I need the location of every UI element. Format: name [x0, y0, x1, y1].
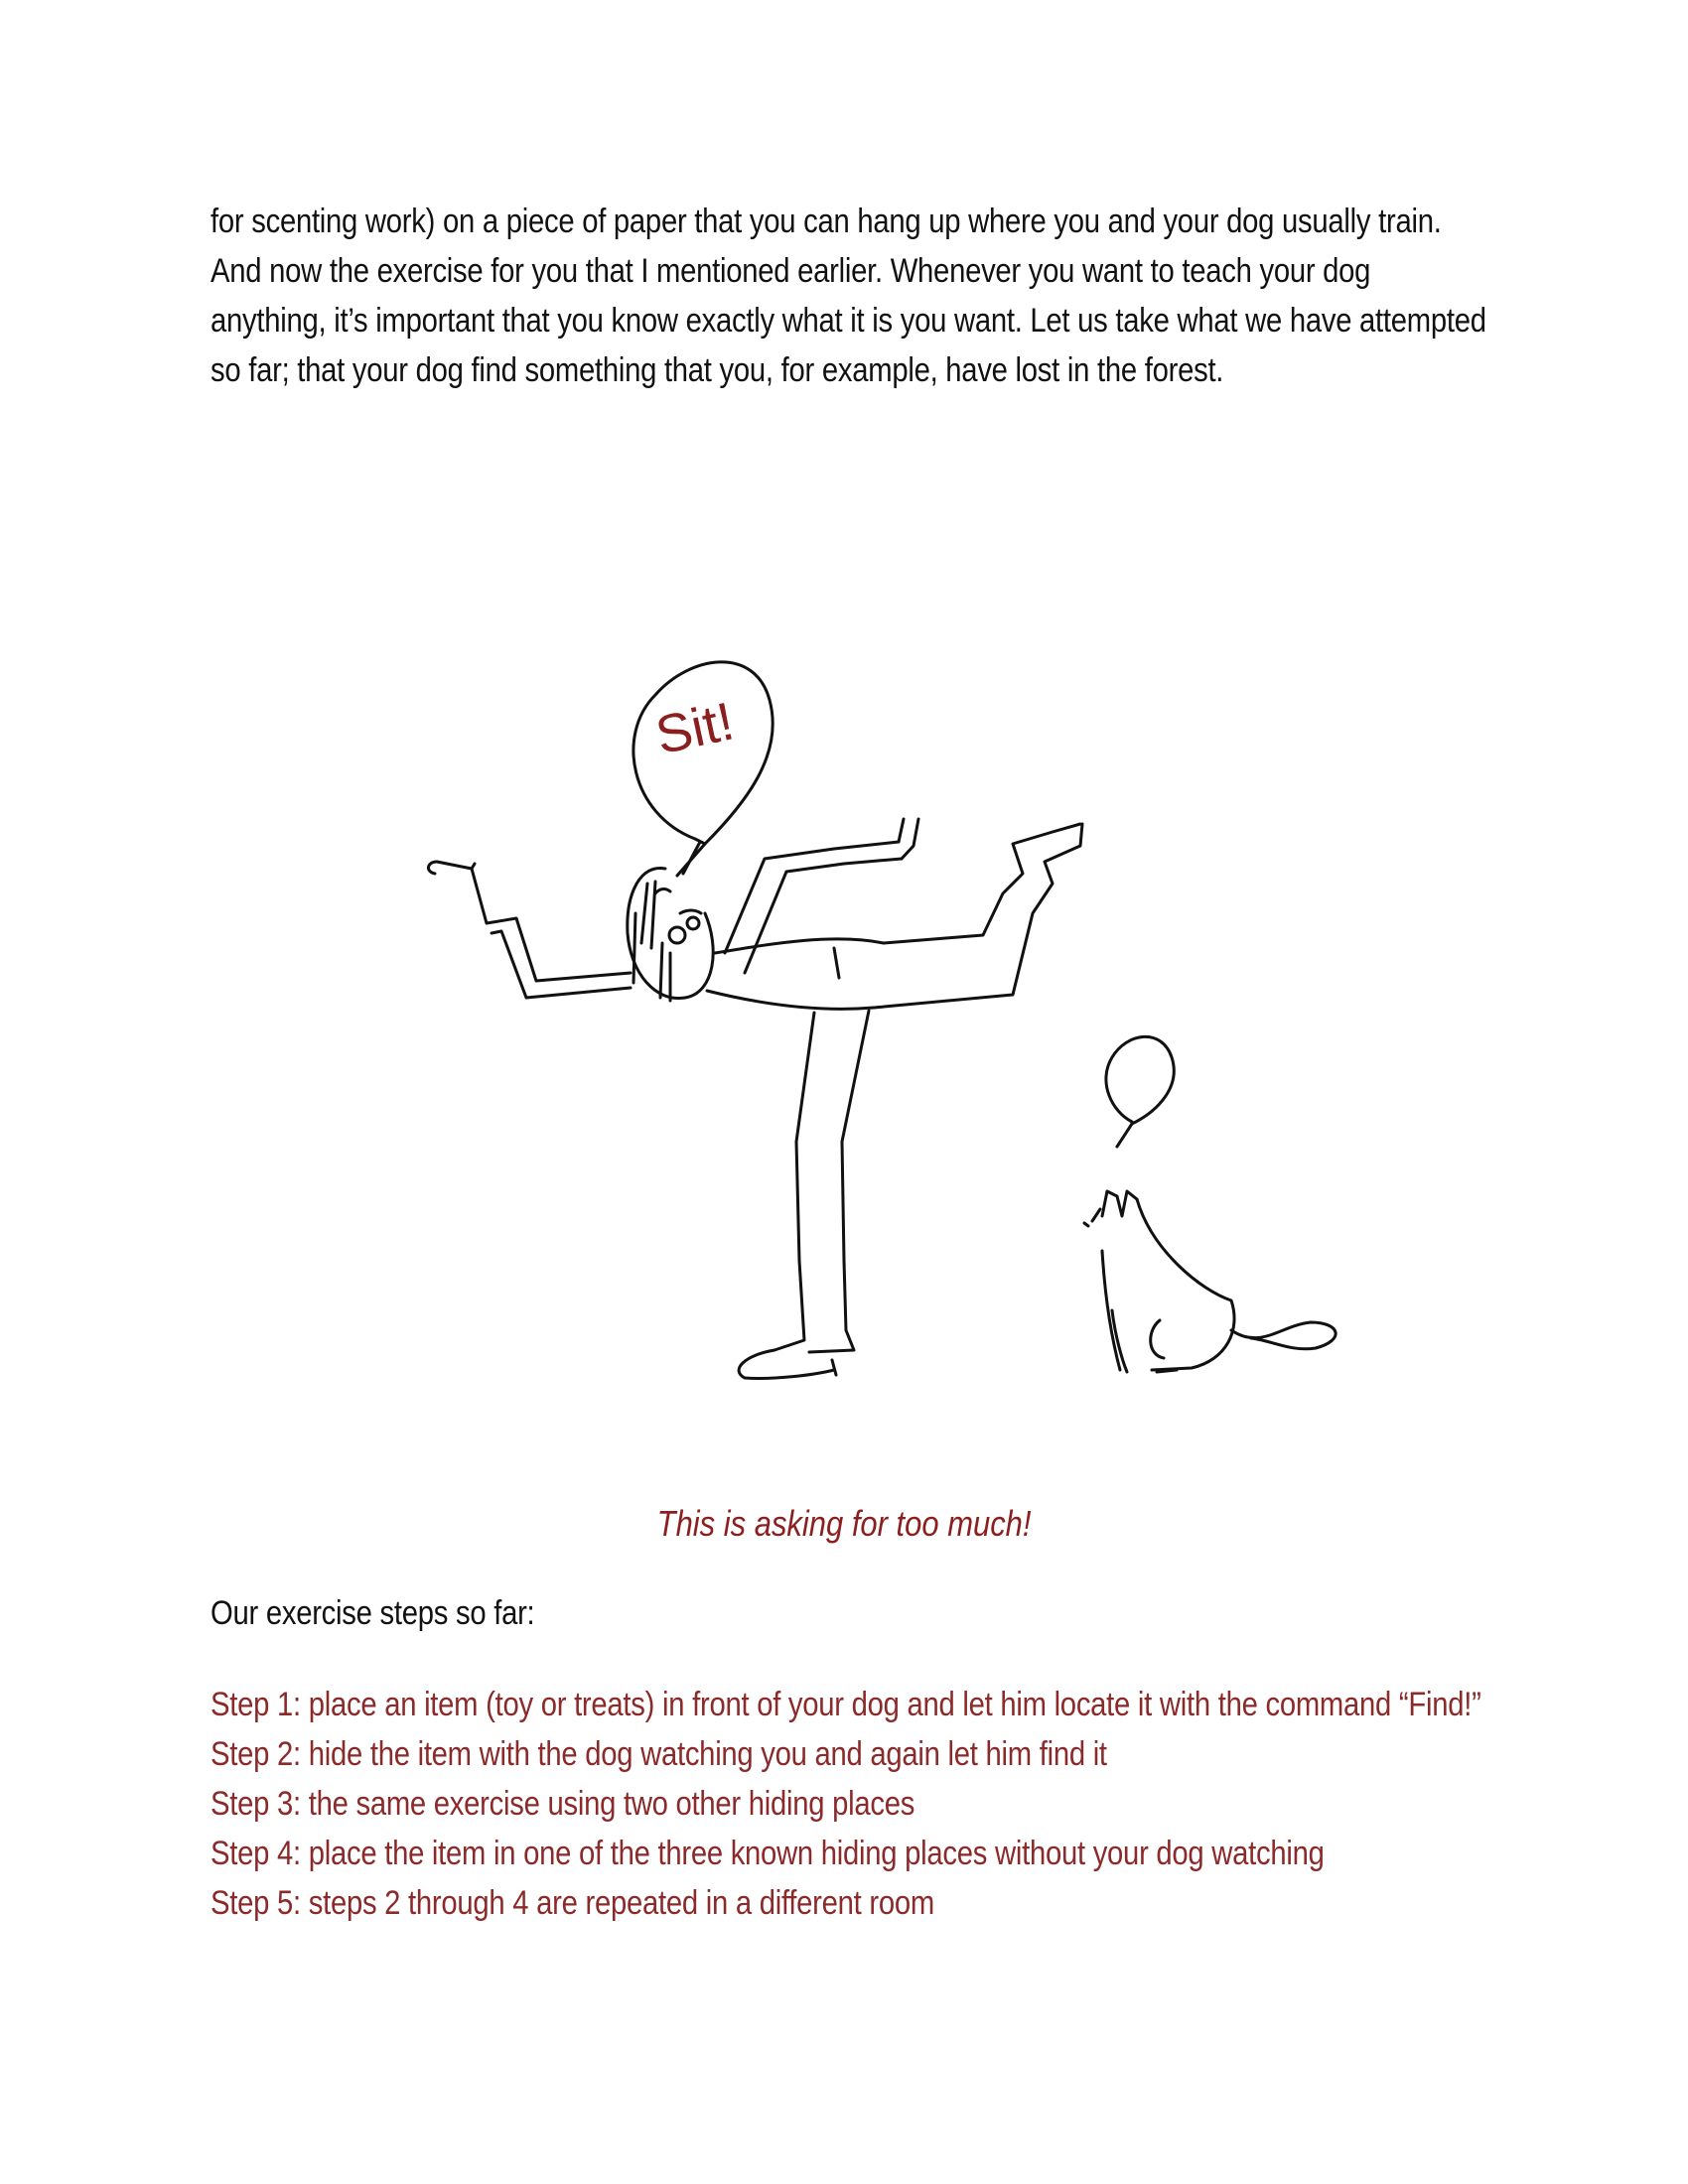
step-item: Step 2: hide the item with the dog watching you and again let him find it [211, 1735, 1107, 1773]
speech-text: Sit! [650, 691, 740, 766]
trainer-figure [428, 819, 1082, 1378]
speech-balloon [633, 662, 773, 876]
step-item: Step 1: place an item (toy or treats) in front of your dog and let him locate it with the command “Find!” [211, 1686, 1481, 1723]
steps-heading-text: Our exercise steps so far: [211, 1594, 535, 1632]
illustration-caption [0, 1499, 1688, 1549]
step-item: Step 3: the same exercise using two other hiding places [211, 1785, 915, 1823]
intro-text [211, 197, 1491, 395]
intro-paragraph-1: for scenting work) on a piece of paper that you can hang up where you and your dog usually train. [211, 203, 1442, 240]
caption-text: This is asking for too much! [656, 1503, 1032, 1544]
step-item: Step 5: steps 2 through 4 are repeated in a different room [211, 1884, 934, 1922]
intro-paragraph-2: And now the exercise for you that I mentioned earlier. Whenever you want to teach your dog anything, it’s important that you know exactly what it is you want. Let us take what we have attempted so far; that your dog find something that you, for example, have lost in the forest. [211, 252, 1486, 389]
dog-figure [1084, 1036, 1336, 1372]
steps-heading [211, 1588, 1312, 1638]
cartoon-illustration [417, 615, 1390, 1410]
step-item: Step 4: place the item in one of the three known hiding places without your dog watching [211, 1835, 1325, 1872]
steps-list [211, 1680, 1491, 1928]
